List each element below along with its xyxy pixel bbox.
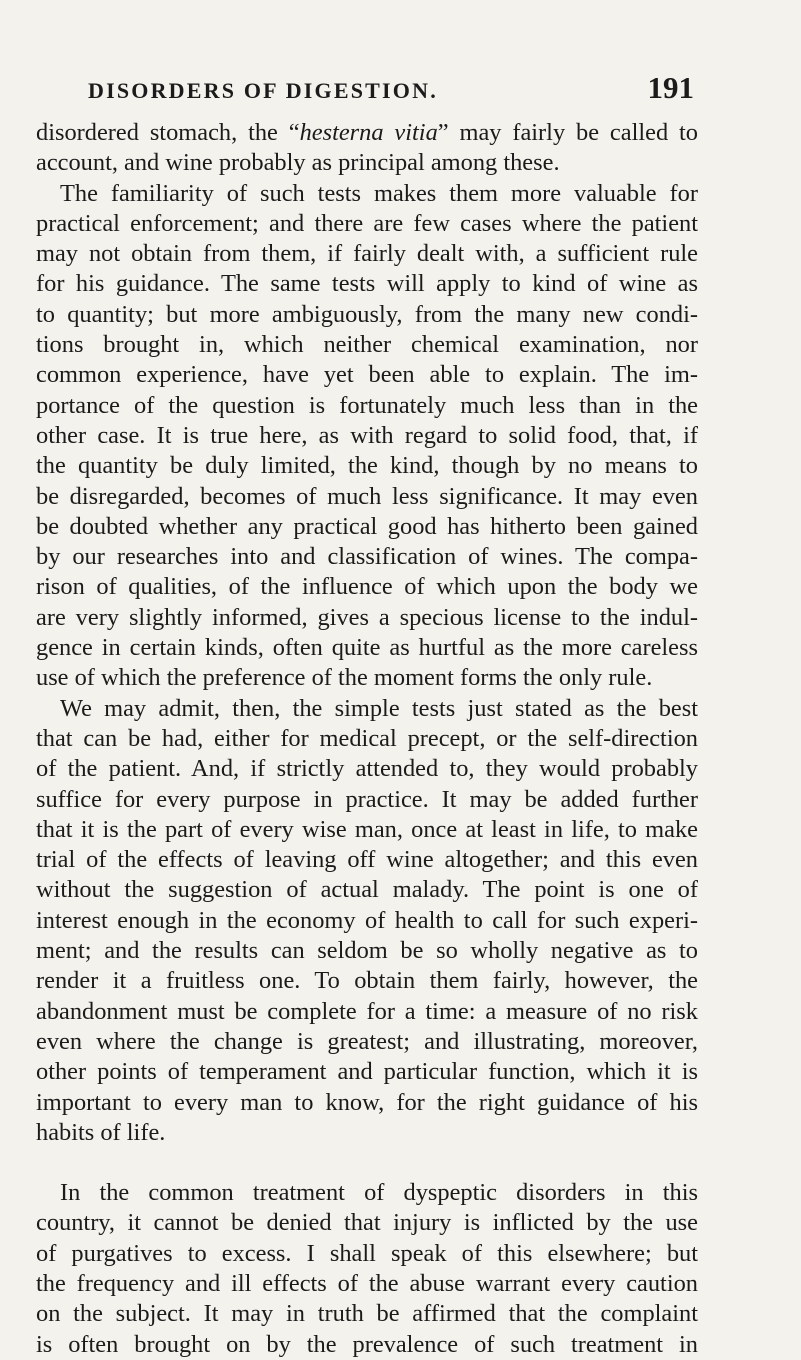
text-line: common experience, have yet been able to explain. The im-	[36, 361, 698, 389]
text-line: that can be had, either for medical precept, or the self-direction	[36, 724, 698, 752]
text-line: trial of the effects of leaving off wine altogether; and this even	[36, 846, 698, 874]
text-line: rison of qualities, of the influence of which upon the body we	[36, 573, 698, 601]
text-line: gence in certain kinds, often quite as hurtful as the more careless	[36, 634, 698, 662]
text-line: to quantity; but more ambiguously, from the many new condi-	[36, 300, 698, 328]
text-line: are very slightly informed, gives a specious license to the indul-	[36, 603, 698, 631]
text-line: abandonment must be complete for a time: a measure of no risk	[36, 997, 698, 1025]
text-line: portance of the question is fortunately much less than in the	[36, 391, 698, 419]
text-line: other case. It is true here, as with regard to solid food, that, if	[36, 421, 698, 449]
text-line: without the suggestion of actual malady. The point is one of	[36, 876, 698, 904]
text-line: may not obtain from them, if fairly dealt with, a sufficient rule	[36, 240, 698, 268]
text-line: use of which the preference of the moment forms the only rule.	[36, 664, 653, 692]
text-line: of purgatives to excess. I shall speak of this elsewhere; but	[36, 1239, 698, 1267]
text-line: country, it cannot be denied that injury is inflicted by the use	[36, 1209, 698, 1237]
running-title: DISORDERS OF DIGESTION.	[88, 78, 438, 103]
text-line: is often brought on by the prevalence of such treatment in	[36, 1330, 698, 1358]
text-line: for his guidance. The same tests will apply to kind of wine as	[36, 270, 698, 298]
text-line: the quantity be duly limited, the kind, though by no means to	[36, 452, 698, 480]
text-line: ment; and the results can seldom be so wholly negative as to	[36, 937, 698, 965]
text-line: be doubted whether any practical good has hitherto been gained	[36, 512, 698, 540]
text-line: important to every man to know, for the right guidance of his	[36, 1088, 698, 1116]
text-line: render it a fruitless one. To obtain them fairly, however, the	[36, 967, 698, 995]
text-line: on the subject. It may in truth be affirmed that the complaint	[36, 1300, 698, 1328]
text-line: be disregarded, becomes of much less significance. It may even	[36, 482, 698, 510]
page-header	[88, 70, 694, 110]
text-line: other points of temperament and particular function, which it is	[36, 1058, 698, 1086]
page-number: 191	[647, 70, 694, 105]
text-line: habits of life.	[36, 1118, 166, 1146]
text-line: account, and wine probably as principal among these.	[36, 149, 560, 177]
paragraph-gap	[36, 1148, 698, 1178]
text-line: the frequency and ill effects of the abuse warrant every caution	[36, 1269, 698, 1297]
text-line: even where the change is greatest; and illustrating, moreover,	[36, 1027, 698, 1055]
text-line: that it is the part of every wise man, once at least in life, to make	[36, 815, 698, 843]
text-line: by our researches into and classification of wines. The compa-	[36, 543, 698, 571]
text-line: of the patient. And, if strictly attended to, they would probably	[36, 755, 698, 783]
text-line: We may admit, then, the simple tests just stated as the best	[60, 694, 698, 722]
text-line: In the common treatment of dyspeptic disorders in this	[60, 1179, 698, 1207]
text-line: suffice for every purpose in practice. It may be added further	[36, 785, 698, 813]
text-line: tions brought in, which neither chemical examination, nor	[36, 331, 698, 359]
text-line: practical enforcement; and there are few cases where the patient	[36, 209, 698, 237]
latin-phrase: hesterna vitia	[299, 119, 438, 146]
text-line: interest enough in the economy of health to call for such experi-	[36, 906, 698, 934]
body-text	[36, 118, 698, 1360]
text-line: disordered stomach, the “hesterna vitia” may fairly be called to	[36, 119, 698, 146]
text-line: The familiarity of such tests makes them more valuable for	[60, 179, 698, 207]
